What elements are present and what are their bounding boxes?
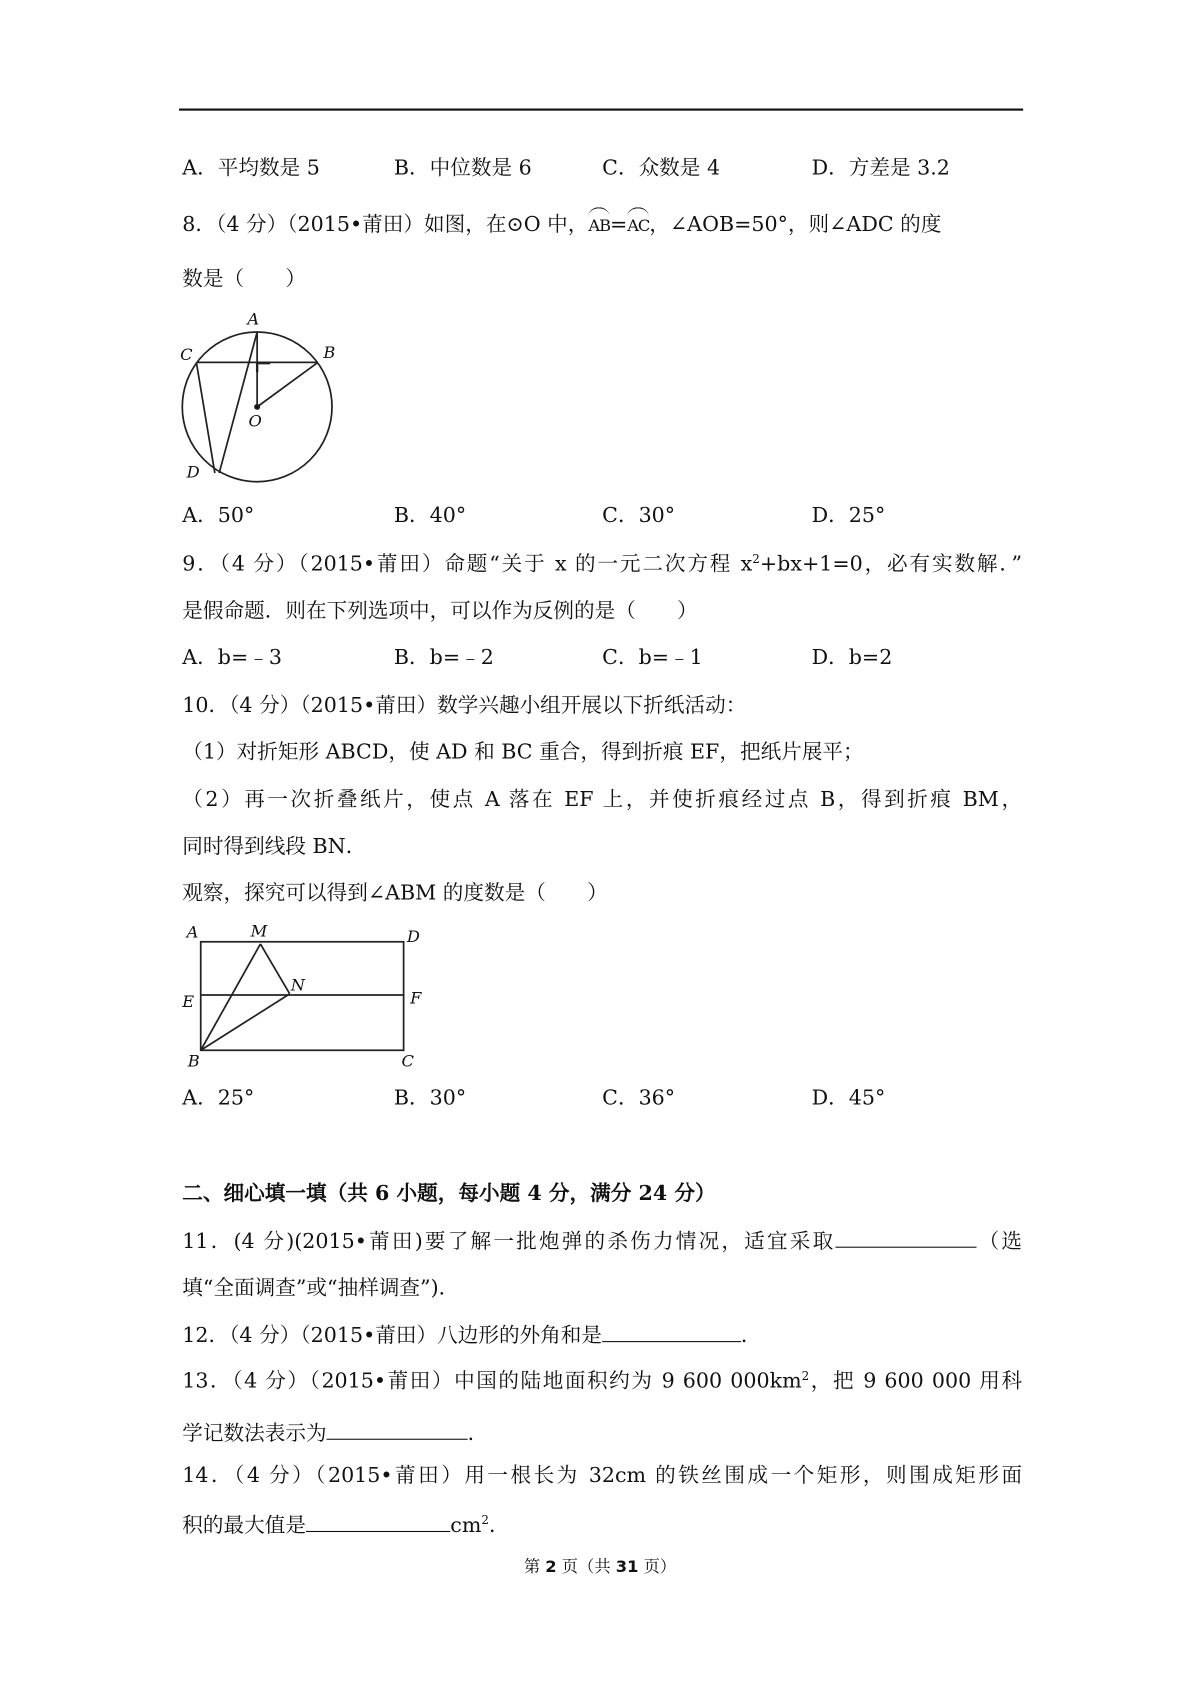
center-dot <box>255 405 259 409</box>
page-number: 2 <box>545 1556 557 1577</box>
q14-line1: 14．（4 分）（2015•莆田）用一根长为 32cm 的铁丝围成一个矩形，则围成矩形面 <box>182 1463 1023 1488</box>
footer-text: 页） <box>638 1556 677 1577</box>
q10-line1: 10．（4 分）（2015•莆田）数学兴趣小组开展以下折纸活动： <box>182 693 747 718</box>
label-m: M <box>250 921 268 941</box>
footer-text: 页（共 <box>556 1556 616 1577</box>
q9-text-end: +bx+1=0，必有实数解．” <box>759 552 1023 577</box>
q11-text: 11．(4 分)(2015•莆田)要了解一批炮弹的杀伤力情况，适宜采取 <box>182 1229 836 1254</box>
q12-line <box>182 1322 1022 1349</box>
q11-line1 <box>182 1227 1022 1254</box>
q11-line2: 填“全面调查”或“抽样调查”)． <box>182 1275 460 1300</box>
footer-text: 第 <box>523 1556 546 1577</box>
q8-option-d: D．25° <box>811 503 886 528</box>
q12-answer-blank[interactable] <box>602 1322 741 1343</box>
circle-figure <box>182 332 332 482</box>
q8-option-a: A．50° <box>182 503 255 528</box>
q11-text-end: （选 <box>976 1229 1023 1254</box>
label-b: B <box>323 343 336 363</box>
q10-line4: 同时得到线段 BN． <box>182 834 367 859</box>
q13-line2 <box>182 1419 1022 1446</box>
label-b: B <box>187 1051 200 1071</box>
q9-line2: 是假命题．则在下列选项中，可以作为反例的是（ ） <box>182 598 698 623</box>
q10-option-d: D．45° <box>811 1086 886 1110</box>
segment-mn <box>260 944 289 994</box>
label-c: C <box>180 345 193 365</box>
q13-text2-end: ． <box>467 1421 489 1446</box>
q7-option-c: C．众数是 4 <box>602 156 721 181</box>
q13-text-end: ，把 9 600 000 用科 <box>809 1369 1023 1394</box>
segment-ob <box>257 362 318 406</box>
q13-sup: 2 <box>801 1368 810 1384</box>
q10-line3: （2）再一次折叠纸片，使点 A 落在 EF 上，并使折痕经过点 B，得到折痕 BM， <box>182 787 1023 812</box>
label-f: F <box>410 988 422 1008</box>
q9-text: 9．（4 分）（2015•莆田）命题“关于 x 的一元二次方程 x <box>182 552 753 577</box>
q14-unit: cm <box>450 1513 482 1538</box>
q10-line2: （1）对折矩形 ABCD，使 AD 和 BC 重合，得到折痕 EF，把纸片展平； <box>182 739 864 764</box>
q8-line2: 数是（ ） <box>182 266 306 291</box>
q7-option-b: B．中位数是 6 <box>393 156 532 181</box>
q7-option-a: A．平均数是 5 <box>182 156 320 181</box>
segment-cd <box>196 362 214 473</box>
segment-ad <box>219 332 257 473</box>
q13-text2: 学记数法表示为 <box>182 1421 327 1446</box>
q10-option-c: C．36° <box>602 1086 676 1110</box>
segment-bn <box>201 994 290 1050</box>
q14-line2 <box>182 1511 1022 1538</box>
section-2-heading: 二、细心填一填（共 6 小题，每小题 4 分，满分 24 分） <box>182 1181 716 1206</box>
q13-text: 13．（4 分）（2015•莆田）中国的陆地面积约为 9 600 000km <box>182 1369 802 1394</box>
q9-line1 <box>182 551 1022 577</box>
q8-text: 8．（4 分）（2015•莆田）如图，在⊙O 中， <box>182 212 589 237</box>
q13-answer-blank[interactable] <box>327 1419 468 1440</box>
q10-line5: 观察，探究可以得到∠ABM 的度数是（ ） <box>182 881 608 905</box>
q8-text-end: ，∠AOB=50°，则∠ADC 的度 <box>649 212 942 237</box>
q13-line1 <box>182 1368 1022 1394</box>
label-d: D <box>406 926 420 946</box>
q11-answer-blank[interactable] <box>835 1227 976 1248</box>
q9-option-a: A．b=﹣3 <box>182 645 282 670</box>
q9-option-d: D．b=2 <box>811 645 893 670</box>
q14-text: 积的最大值是 <box>182 1513 306 1538</box>
label-c: C <box>401 1051 414 1071</box>
q10-option-a: A．25° <box>182 1086 255 1110</box>
q14-answer-blank[interactable] <box>306 1511 450 1532</box>
q12-text-end: ． <box>740 1323 762 1348</box>
label-e: E <box>182 991 195 1011</box>
q8-eq: = <box>609 212 628 237</box>
q8-option-b: B．40° <box>393 503 467 528</box>
segment-bm <box>201 944 261 1050</box>
q9-sup: 2 <box>752 551 760 567</box>
q7-option-d: D．方差是 3.2 <box>811 156 950 181</box>
total-pages: 31 <box>615 1556 639 1577</box>
q14-sup: 2 <box>481 1513 489 1528</box>
q12-text: 12．（4 分）（2015•莆田）八边形的外角和是 <box>182 1323 603 1348</box>
label-d: D <box>186 462 200 482</box>
label-a: A <box>247 309 260 329</box>
label-n: N <box>290 975 306 995</box>
q14-text-end: ． <box>488 1513 510 1538</box>
q9-option-c: C．b=﹣1 <box>602 645 703 670</box>
q9-option-b: B．b=﹣2 <box>393 645 494 670</box>
label-o: O <box>248 411 262 431</box>
rectangle-figure <box>201 942 404 1051</box>
arc-ac: AC <box>627 213 649 239</box>
page-footer <box>0 1555 1200 1578</box>
q10-option-b: B．30° <box>393 1086 467 1110</box>
arc-ab: AB <box>588 213 610 239</box>
q8-option-c: C．30° <box>602 503 676 528</box>
label-a: A <box>186 922 199 942</box>
